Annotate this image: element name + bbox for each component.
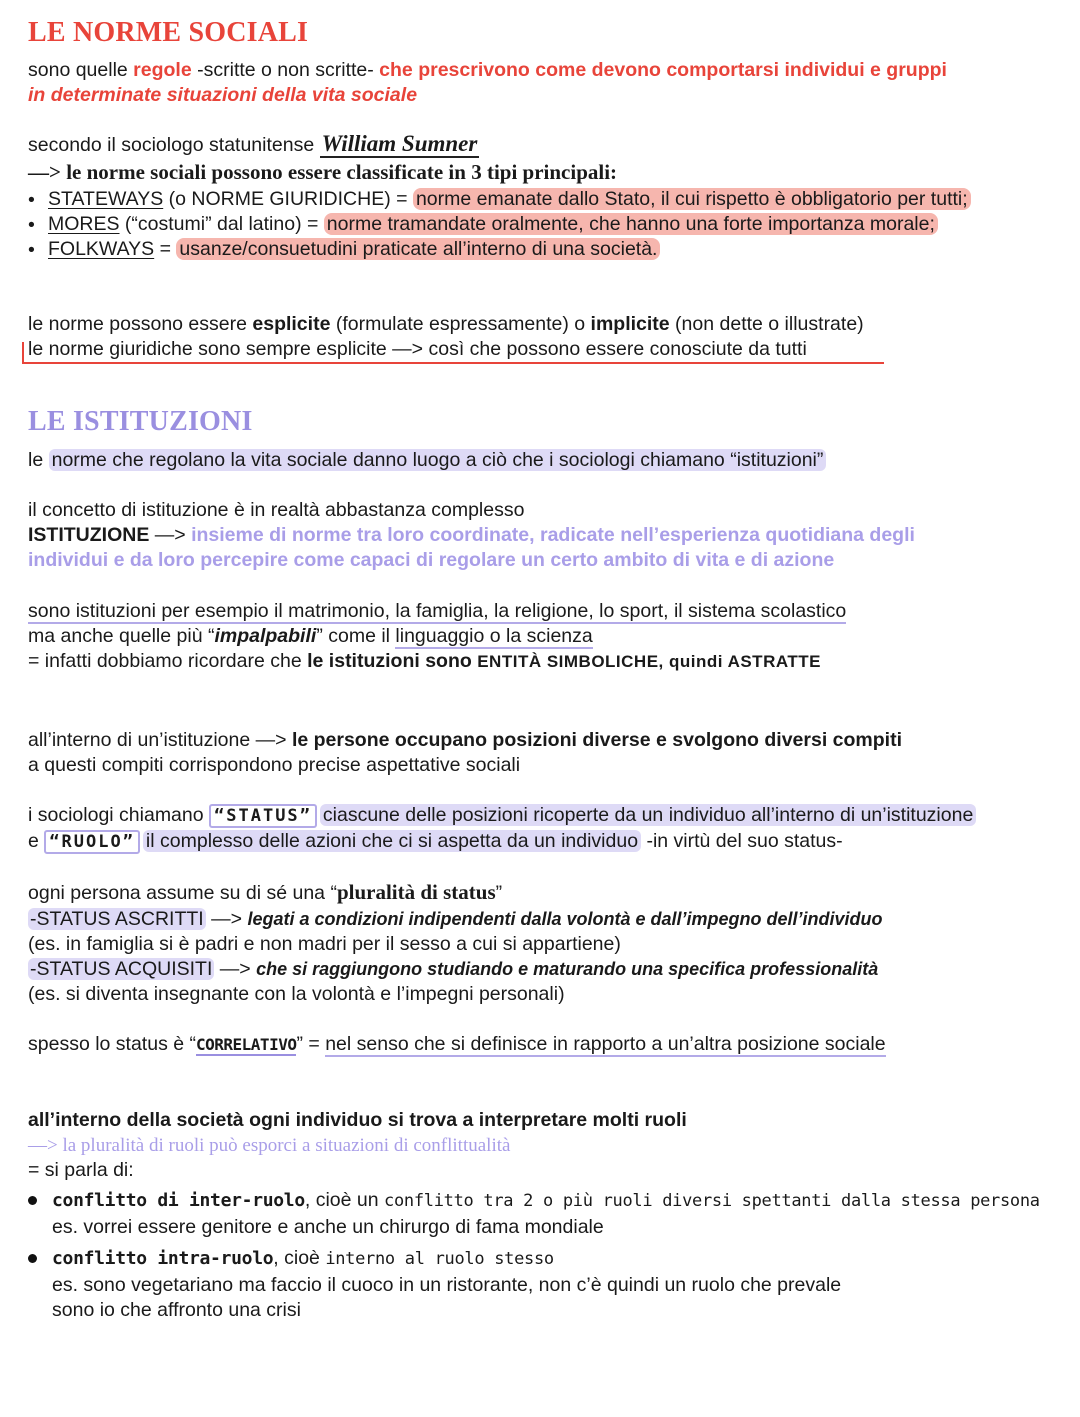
bullet-mores: • [28,214,35,236]
examples-line-3: = infatti dobbiamo ricordare che le istituzioni sono ENTITÀ SIMBOLICHE, quindi ASTRATTE [28,650,821,672]
correlativo-term: CORRELATIVO [196,1035,297,1054]
bullet-conflitto-inter [28,1196,37,1205]
bullet-stateways: • [28,189,35,211]
inside-line-1: all’interno di un’istituzione —> le persone occupano posizioni diverse e svolgono diversi compiti [28,729,902,751]
sumner-name: William Sumner [321,131,478,156]
conflitto-inter-ruolo: conflitto di inter-ruolo, cioè un conflitto tra 2 o più ruoli diversi spettanti dalla stessa persona [52,1189,1040,1211]
conflitto-inter-example: es. vorrei essere genitore e anche un chirurgo di fama mondiale [52,1216,604,1238]
conflitto-intra-example-1: es. sono vegetariano ma faccio il cuoco in un ristorante, non c’è quindi un ruolo che prevale [52,1274,842,1296]
esplicite-line: le norme possono essere esplicite (formulate espressamente) o implicite (non dette o illustrate) [28,313,864,335]
examples-line-1: sono istituzioni per esempio il matrimonio, la famiglia, la religione, lo sport, il sistema scolastico [28,600,847,622]
norme-definition-line-1: sono quelle regole -scritte o non scritte- che prescrivono come devono comportarsi individui e gruppi [28,59,947,81]
correlativo-line: spesso lo status è “CORRELATIVO” = nel senso che si definisce in rapporto a un’altra posizione sociale [28,1033,886,1055]
conflitto-intra-ruolo: conflitto intra-ruolo, cioè interno al ruolo stesso [52,1247,554,1269]
classify-line: —> le norme sociali possono essere classificate in 3 tipi principali: [28,160,618,184]
ruoli-line-2: —> la pluralità di ruoli può esporci a situazioni di conflittualità [28,1135,511,1156]
type-mores: MORES (“costumi” dal latino) = norme tramandate oralmente, che hanno una forte importanza morale; [48,212,938,237]
section-title-istituzioni: LE ISTITUZIONI [28,406,253,437]
ruolo-term-box: “RUOLO” [44,830,140,854]
ruoli-line-3: = si parla di: [28,1159,134,1181]
status-ascritti-line: -STATUS ASCRITTI —> legati a condizioni indipendenti dalla volontà e dall’impegno dell’individuo [30,908,883,930]
bullet-conflitto-intra [28,1254,37,1263]
type-folkways: FOLKWAYS = usanze/consuetudini praticate all’interno di una società. [48,237,660,262]
pluralita-status-line: ogni persona assume su di sé una “pluralità di status” [28,880,503,904]
status-acquisiti-example: (es. si diventa insegnante con la volontà e l’impegni personali) [28,983,565,1005]
inside-line-2: a questi compiti corrispondono precise aspettative sociali [28,754,521,776]
type-stateways: STATEWAYS (o NORME GIURIDICHE) = norme emanate dallo Stato, il cui rispetto è obbligatorio per tutti; [48,187,971,212]
istituzione-definition-2: individui e da loro percepire come capaci di regolare un certo ambito di vita e di azione [28,549,835,571]
conflitto-intra-example-2: sono io che affronto una crisi [52,1299,301,1321]
red-bracket-vertical [22,342,24,364]
ruoli-line-1: all’interno della società ogni individuo si trova a interpretare molti ruoli [28,1109,687,1131]
concept-line: il concetto di istituzione è in realtà abbastanza complesso [28,499,525,521]
status-ascritti-example: (es. in famiglia si è padri e non madri per il sesso a cui si appartiene) [28,933,621,955]
istituzione-definition-1: ISTITUZIONE —> insieme di norme tra loro coordinate, radicate nell’esperienza quotidiana degli [28,524,915,546]
status-term-box: “STATUS” [209,804,317,828]
giuridiche-line: le norme giuridiche sono sempre esplicite —> così che possono essere conosciute da tutti [28,338,807,360]
norme-definition-line-2: in determinate situazioni della vita sociale [28,84,418,106]
sumner-line: secondo il sociologo statunitense William Sumner [28,131,478,156]
term-regole: regole [133,59,192,81]
istituzioni-intro: le norme che regolano la vita sociale danno luogo a ciò che i sociologi chiamano “istituzioni” [28,448,826,473]
red-bracket-horizontal [22,362,884,364]
status-acquisiti-line: -STATUS ACQUISITI —> che si raggiungono studiando e maturando una specifica professionalità [30,958,879,980]
examples-line-2: ma anche quelle più “impalpabili” come il linguaggio o la scienza [28,625,593,647]
ruolo-definition: e “RUOLO” il complesso delle azioni che ci si aspetta da un individuo -in virtù del suo status- [28,830,843,852]
bullet-folkways: • [28,239,35,261]
status-definition: i sociologi chiamano “STATUS” ciascune delle posizioni ricoperte da un individuo all’interno di un’istituzione [28,803,976,829]
section-title-norme: LE NORME SOCIALI [28,17,309,48]
